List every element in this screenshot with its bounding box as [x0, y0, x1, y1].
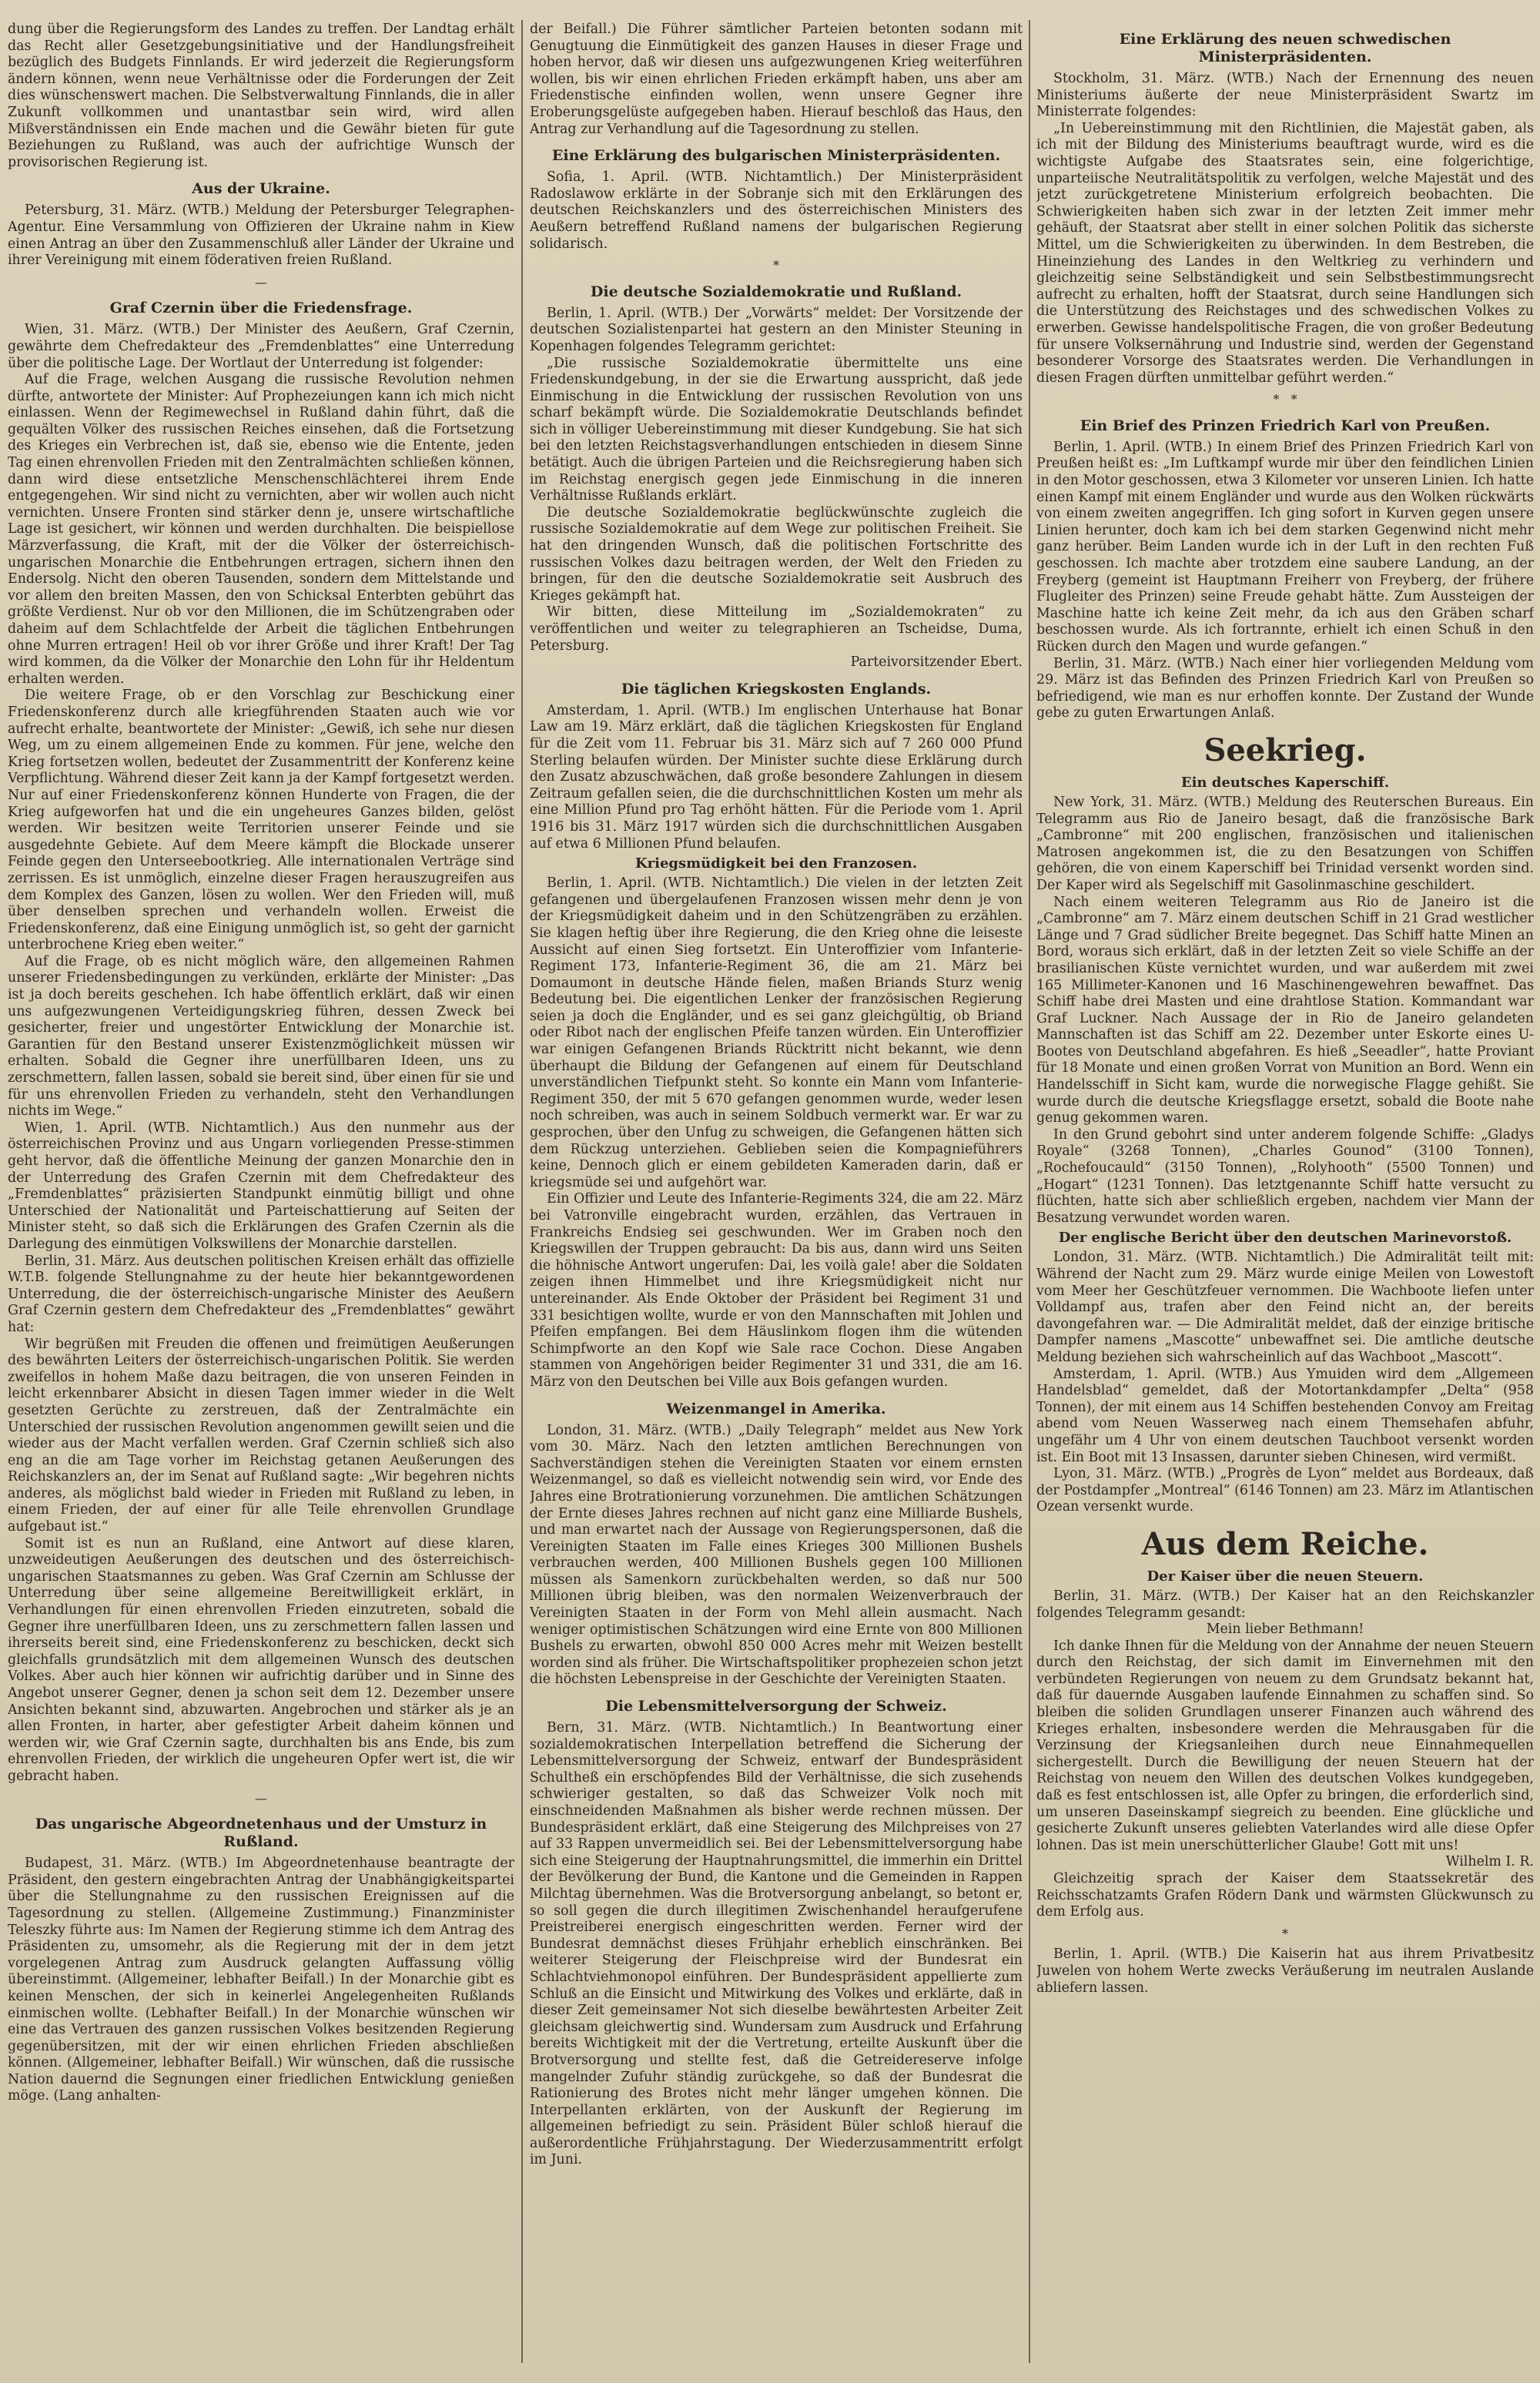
separator: *	[1282, 1926, 1288, 1941]
article-text: Nach einem weiteren Telegramm aus Rio de Janeiro ist die „Cambronne“ am 7. März einem deutschen Schiff in 21 Grad westlicher Länge und 7 Grad südlicher Breite begegnet. Das Schiff hatte Minen an Bord, woraus sich erklärt, daß in der letzten Zeit so viele Schiffe an der brasilianischen Küste vernichtet wurden, und war außerdem mit zwei 165 Millimeter-Kanonen und 16 Maschinengewehren bewaffnet. Das Schiff habe drei Masten und eine drahtlose Station. Kommandant war Graf Luckner. Nach Aussage der in Rio de Janeiro gelandeten Mannschaften ist das Schiff am 22. Dezember unter Eskorte eines U-Bootes von Deutschland abgefahren. Es hieß „Seeadler“, hatte Proviant für 18 Monate und einen großen Vorrat von Munition an Bord. Wenn ein Handelsschiff in Sicht kam, wurde die norwegische Flagge gehißt. Sie wurde durch die deutsche Kriegsflagge ersetzt, sobald die Boote nahe genug gekommen waren.	[1036, 894, 1534, 1126]
article-text: Budapest, 31. März. (WTB.) Im Abgeordnetenhause beantragte der Präsident, den gestern eingebrachten Antrag der Unabhängigkeitspartei über die Stellungnahme zu den russischen Ereignissen auf die Tagesordnung zu stellen. (Allgemeine Zustimmung.) Finanzminister Teleszky führte aus: Im Namen der Regierung stimme ich dem Antrag des Präsidenten zu, umsomehr, als die Regierung mit der in dem jetzt vorgelegenen Antrag zum Ausdruck gelangten Auffassung völlig übereinstimmt. (Allgemeiner, lebhafter Beifall.) In der Monarchie gibt es keinen Menschen, der sich in keinerlei Angelegenheiten Rußlands einmischen wollte. (Lebhafter Beifall.) In der Monarchie wünschen wir eine das Vertrauen des ganzen russischen Volkes besitzenden Regierung gegenübersitzen, mit der wir einen ehrlichen Frieden abschließen können. (Allgemeiner, lebhafter Beifall.) Wir wünschen, daß die russische Nation dauernd die Segnungen einer friedlichen Entwicklung genießen möge. (Lang anhalten-	[8, 1856, 514, 2104]
article-text: Wir begrüßen mit Freuden die offenen und freimütigen Aeußerungen des bewährten Leiters der österreichisch-ungarischen Politik. Sie werden zweifellos in hohem Maße dazu beitragen, die von unseren Feinden in leicht erkennbarer Absicht in diesen Tagen immer wieder in die Welt gesetzten Gerüchte zu zerstreuen, daß der Zentralmächte ein Unterschied der russischen Revolution angenommen gewillt seien und die wieder aus der Macht verfallen werden. Graf Czernin schließ sich also eng an die am Tage vorher im Reichstag getanen Aeußerungen des Reichskanzlers an, der im Senat auf Rußland sagte: „Wir begehren nichts anderes, als möglichst bald wieder in Frieden mit Rußland zu leben, in einem Frieden, der auf einer für alle Teile ehrenvollen Grundlage aufgebaut ist.“	[8, 1336, 514, 1535]
separator: —	[255, 1790, 267, 1806]
headline: Die Lebensmittelversorgung der Schweiz.	[605, 1698, 947, 1715]
headline: Das ungarische Abgeordnetenhaus und der Umsturz in Rußland.	[35, 1816, 487, 1851]
headline: Ein Brief des Prinzen Friedrich Karl von Preußen.	[1080, 417, 1491, 434]
separator: *	[773, 258, 779, 273]
headline: Eine Erklärung des bulgarischen Ministerpräsidenten.	[551, 147, 1001, 165]
separator: —	[255, 274, 267, 290]
section-title: Seekrieg.	[1204, 731, 1367, 768]
article-text: Berlin, 31. März. Aus deutschen politischen Kreisen erhält das offizielle W.T.B. folgende Stellungnahme zu der heute hier bekanntgewordenen Unterredung, die der österreichisch-ungarische Minister des Aeußern Graf Czernin gestern dem Chefredakteur des „Fremdenblattes“ gewährt hat:	[8, 1253, 514, 1335]
article-text: Petersburg, 31. März. (WTB.) Meldung der Petersburger Telegraphen-Agentur. Eine Versammlung von Offizieren der Ukraine nahm in Kiew einen Antrag an über den Zusammenschluß aller Länder der Ukraine und ihrer Vereinigung mit einem föderativen freien Rußland.	[8, 202, 514, 269]
article-text: Amsterdam, 1. April. (WTB.) Aus Ymuiden wird dem „Allgemeen Handelsblad“ gemeldet, daß der Motortankdampfer „Delta“ (958 Tonnen), der mit einem aus 14 Schiffen bestehenden Convoy am Freitag abend vom Neuen Wasserweg nach einem Themsehafen abfuhr, ungefähr um 4 Uhr von einem deutschen Tauchboot versenkt worden ist. Ein Boot mit 13 Insassen, darunter sieben Chinesen, wird vermißt.	[1036, 1366, 1534, 1465]
subheadline: Der englische Bericht über den deutschen Marinevorstoß.	[1058, 1230, 1512, 1247]
headline: Aus der Ukraine.	[192, 180, 330, 198]
article-text: „In Uebereinstimmung mit den Richtlinien, die Majestät gaben, als ich mit der Bildung des Ministeriums beauftragt wurde, wird es die wichtigste Aufgabe des Staatsrates sein, eine folgerichtige, unparteiische Neutralitätspolitik zu verfolgen, welche Majestät und des jetzt zurückgetretene Ministerium erfolgreich beobachten. Die Schwierigkeiten haben sich zwar in der letzten Zeit immer mehr gehäuft, der Staatsrat aber stellt in einer solchen Politik das sicherste Mittel, um die Schwierigkeiten zu überwinden. In dem Bestreben, die Hineinziehung des Landes in den Weltkrieg zu verhindern und gleichzeitig seine Selbständigkeit und sein Selbstbestimmungsrecht aufrecht zu erhalten, hofft der Staatsrat, durch seine Handlungen sich die Unterstützung des Reichstages und des schwedischen Volkes zu erwerben. Gewisse handelspolitische Fragen, die von großer Bedeutung für unsere Volksernährung und Industrie sind, werden der Gegenstand besonderer Vorsorge des Staatsrates werden. Die Verhandlungen in diesen Fragen dürften unmittelbar geführt werden.“	[1036, 120, 1534, 386]
signature: Wilhelm I. R.	[1445, 1854, 1534, 1870]
article-text: Sofia, 1. April. (WTB. Nichtamtlich.) Der Ministerpräsident Radoslawow erklärte in der Sobranje sich mit den Erklärungen des deutschen Reichskanzlers und des österreichischen Ministers des Aeußern betreffend Rußland namens der bulgarischen Regierung solidarisch.	[530, 169, 1023, 252]
article-text: Die weitere Frage, ob er den Vorschlag zur Beschickung einer Friedenskonferenz durch alle kriegführenden Staaten auch wie vor aufrecht erhalte, beantwortete der Minister: „Gewiß, ich sehe nur diesen Weg, um zu einem allgemeinen Ende zu kommen. Für jene, welche den Krieg fortsetzen wollen, bedeutet der Zusammentritt der Konferenz keine Verpflichtung. Während dieser Zeit kann ja der Kampf fortgesetzt werden. Nur auf einer Friedenskonferenz können Hunderte von Fragen, die der Krieg aufgeworfen hat und die ein ungeheures Ganzes bilden, gelöst werden. Wir besitzen weite Territorien unserer Feinde und sie ausgedehnte Gebiete. Auf dem Meere kämpft die Blockade unserer Feinde gegen den Unterseebootkrieg. Alle internationalen Verträge sind zerrissen. Es ist unmöglich, einzelne dieser Fragen herauszugreifen aus dem Komplex des Ganzen, lösen zu wollen. Wer den Frieden will, muß über denselben sprechen und verhandeln wollen. Erweist die Friedenskonferenz, daß eine Einigung unmöglich ist, so geht der garnicht unterbrochene Krieg eben weiter.“	[8, 688, 514, 953]
headline: Die deutsche Sozialdemokratie und Rußland.	[590, 283, 962, 300]
article-text: Auf die Frage, ob es nicht möglich wäre, den allgemeinen Rahmen unserer Friedensbedingungen zu verkünden, erklärte der Minister: „Das ist ja doch bereits geschehen. Ich habe öffentlich erklärt, daß wir einen uns aufgezwungenen Verteidigungskrieg führen, dessen Zweck bei gesicherter, freier und ungestörter Entwicklung der Monarchie ist. Garantien für den Bestand unserer Existenzmöglichkeit müssen wir erhalten. Sobald die Gegner ihre unerfüllbaren Ideen, uns zu zerschmettern, fallen lassen, sobald sie bereit sind, über einen für sie und für uns ehrenvollen Frieden zu verhandeln, steht den Verhandlungen nichts im Wege.“	[8, 953, 514, 1120]
article-text: Wien, 31. März. (WTB.) Der Minister des Aeußern, Graf Czernin, gewährte dem Chefredakteur des „Fremdenblattes“ eine Unterredung über die politische Lage. Der Wortlaut der Unterredung ist folgender:	[8, 322, 514, 371]
article-text: Gleichzeitig sprach der Kaiser dem Staatssekretär des Reichsschatzamts Grafen Rödern Dank und wärmsten Glückwunsch zu dem Erfolg aus.	[1036, 1871, 1534, 1920]
article-text: dung über die Regierungsform des Landes zu treffen. Der Landtag erhält das Recht aller Gesetzgebungsinitiative und der Handlungsfreiheit bezüglich des Budgets Finnlands. Er wird jederzeit die Regierungsform ändern können, wenn neue Verhältnisse oder die Forderungen der Zeit dies wünschenswert machen. Die Selbstverwaltung Finnlands, die in aller Zukunft vollkommen und unantastbar sein wird, wird allen Mißverständnissen ein Ende machen und die Gewähr bieten für gute Beziehungen zu Rußland, was auch der aufrichtige Wunsch der provisorischen Regierung ist.	[8, 22, 514, 170]
article-text: Stockholm, 31. März. (WTB.) Nach der Ernennung des neuen Ministeriums äußerte der neue Ministerpräsident Swartz im Ministerrate folgendes:	[1036, 71, 1534, 120]
headline: Weizenmangel in Amerika.	[666, 1400, 886, 1417]
article-text: Berlin, 1. April. (WTB.) Der „Vorwärts“ meldet: Der Vorsitzende der deutschen Sozialistenpartei hat gestern an den Minister Steuning in Kopenhagen folgendes Telegramm gerichtet:	[530, 305, 1023, 354]
article-text: Ich danke Ihnen für die Meldung von der Annahme der neuen Steuern durch den Reichstag, der sich damit im Einvernehmen mit den verbündeten Regierungen von neuem zu dem Grundsatz bekannt hat, daß für dauernde Ausgaben laufende Einnahmen zu schaffen sind. So bleiben die soliden Grundlagen unserer Finanzen auch während des Krieges erhalten, insbesondere werden die Mehrausgaben für die Verzinsung der Kriegsanleihen durch neue Einnahmequellen sichergestellt. Durch die Bewilligung der neuen Steuern hat der Reichstag von neuem den Willen des deutschen Volkes kundgegeben, daß es fest entschlossen ist, alle Opfer zu bringen, die erforderlich sind, um unseren Daseinskampf siegreich zu beenden. Eine glückliche und gesicherte Zukunft unseres geliebten Vaterlandes wird alle diese Opfer lohnen. Das ist mein unerschütterlicher Glaube! Gott mit uns!	[1036, 1638, 1534, 1853]
article-text: Wien, 1. April. (WTB. Nichtamtlich.) Aus den nunmehr aus der österreichischen Provinz und aus Ungarn vorliegenden Presse-stimmen geht hervor, daß die öffentliche Meinung der ganzen Monarchie den in der Unterredung des Grafen Czernin mit dem Chefredakteur des „Fremdenblattes“ präzisierten Standpunkt einmütig billigt und ohne Unterschied der Nationalität und Parteischattierung auf Seiten der Minister steht, so daß sich die Erklärungen des Grafen Czernin als die Darlegung des einmütigen Volkswillens der Monarchie darstellen.	[8, 1120, 514, 1252]
headline: Eine Erklärung des neuen schwedischen Ministerpräsidenten.	[1119, 31, 1451, 65]
subheadline: Ein deutsches Kaperschiff.	[1180, 774, 1390, 791]
article-text: Berlin, 1. April. (WTB.) Die Kaiserin hat aus ihrem Privatbesitz Juwelen von hohem Werte zwecks Veräußerung im neutralen Auslande abliefern lassen.	[1036, 1946, 1534, 1996]
article-text: Bern, 31. März. (WTB. Nichtamtlich.) In Beantwortung einer sozialdemokratischen Interpellation betreffend die Sicherung der Lebensmittelversorgung der Schweiz, entwarf der Bundespräsident Schultheß ein erschöpfendes Bild der Verhältnisse, die sich zusehends schwieriger gestalten, so daß das Schweizer Volk noch mit einschneidenden Maßnahmen als bisher werde rechnen müssen. Der Bundespräsident erklärt, daß eine Steigerung des Milchpreises von 27 auf 33 Rappen unvermeidlich sei. Bei der Lebensmittelversorgung habe sich eine Steigerung der Hauptnahrungsmittel, die immerhin ein Drittel der Bevölkerung der Bund, die Kantone und die Gemeinden in Rappen Milchtag übernehmen. Was die Brotversorgung anbelangt, so betont er, so soll gegen die durch illegitimen Zwischenhandel heraufgerufene Preistreiberei energisch eingeschritten werden. Ferner wird der Bundesrat demnächst dieses Frühjahr erheblich einschränken. Bei weiterer Steigerung der Fleischpreise wird der Bundesrat ein Schlachtviehmonopol einführen. Der Bundespräsident appellierte zum Schluß an die Einsicht und Mitwirkung des Volkes und erklärte, daß in dieser Zeit gemeinsamer Not sich dieselbe bewährtesten Arbeiter Zeit gleichsam gleichwertig sind. Wundersam zum Ausdruck und Erfahrung bereits Wichtigkeit mit der die Vertretung, erteilte Auskunft über die Brotversorgung und stellte fest, daß die Getreidereserve infolge mangelnder Zufuhr ständig zurückgehe, so daß der Bundesrat die Rationierung des Brotes nicht mehr länger umgehen können. Die Interpellanten erklärten, von der Auskunft der Regierung im allgemeinen befriedigt zu sein. Präsident Büler schloß hierauf die außerordentliche Frühjahrstagung. Der Wiederzusammentritt erfolgt im Juni.	[530, 1720, 1023, 2168]
article-text: Berlin, 1. April. (WTB. Nichtamtlich.) Die vielen in der letzten Zeit gefangenen und übergelaufenen Franzosen wissen mehr denn je von der Kriegsmüdigkeit daheim und in den Schützengräben zu erzählen. Sie klagen heftig über ihre Regierung, die den Krieg ohne die leiseste Aussicht auf einen Sieg fortsetzt. Ein Unteroffizier vom Infanterie-Regiment 173, Infanterie-Regiment 36, die am 21. März bei Domaumont in deutsche Hände fielen, maßen Briands Sturz wenig Bedeutung bei. Die eigentlichen Lenker der französischen Regierung seien ja doch die Engländer, und es sei ganz gleichgültig, ob Briand oder Ribot nach der englischen Pfeife tanzen würden. Ein Unteroffizier war einigen Gefangenen Briands Rücktritt nicht bekannt, wie denn überhaupt die Bildung der Gefangenen auf einem für Deutschland unverständlichen Tiefpunkt steht. So konnte ein Mann vom Infanterie-Regiment 350, der mit 5 670 gefangen genommen wurde, weder lesen noch schreiben, was auch in seinem Soldbuch vermerkt war. Er war zu gesprochen, über den Unfug zu schweigen, die Gefangenen hätten sich dem Rückzug unterziehen. Geblieben seien die Kompagnieführers keine, Dennoch glich er einem gebildeten Kameraden darin, daß er kriegsmüde sei und aufgehört war.	[530, 875, 1023, 1190]
subheadline: Kriegsmüdigkeit bei den Franzosen.	[634, 855, 918, 872]
article-text: „Die russische Sozialdemokratie übermittelte uns eine Friedenskundgebung, in der sie die Erwartung ausspricht, daß jede Einmischung in die Entwicklung der russischen Revolution von uns scharf bekämpft würde. Die Sozialdemokratie Deutschlands befindet sich in völliger Uebereinstimmung mit dieser Kundgebung. Sie hat sich bei den letzten Reichstagsverhandlungen entschieden in diesem Sinne betätigt. Auch die übrigen Parteien und die Reichsregierung haben sich im Reichstag energisch gegen jede Einmischung in die inneren Verhältnisse Rußlands erklärt.	[530, 355, 1023, 504]
article-text: Ein Offizier und Leute des Infanterie-Regiments 324, die am 22. März bei Vatronville eingebracht wurden, erzählen, das Vertrauen in Frankreichs Endsieg sei geschwunden. Wer im Graben noch den Kriegswillen der Truppen gebraucht: Da bis aus, dann wird uns Seiten die höhnische Antwort ungerufen: Dai, les voilà gale! aber die Soldaten zeigen ihnen Himmelbet und ihre Kriegsmüdigkeit nicht nur untereinander. Als Ende Oktober der Präsident bei Regiment 31 und 331 besichtigen wollte, wurde er von den Mannschaften mit Johlen und Pfeifen empfangen. Bei dem Häuslinkom flogen ihm die wütenden Schimpfworte an den Kopf wie Sale race Cochon. Diese Angaben stammen von Angehörigen beider Regimenter 31 und 331, die am 16. März von den Deutschen bei Ville aux Bois gefangen wurden.	[530, 1191, 1023, 1390]
article-text: Auf die Frage, welchen Ausgang die russische Revolution nehmen dürfte, antwortete der Minister: Auf Prophezeiungen kann ich mich nicht einlassen. Wenn der Regimewechsel in Rußland dahin führt, daß die gequälten Völker des russischen Reiches einsehen, daß die Fortsetzung des Krieges ein Verbrechen ist, daß sie, ebenso wie die Entente, jeden Tag einen ehrenvollen Frieden mit den Zentralmächten schließen können, dann wird diese entsetzliche Menschenschlächterei ihrem Ende entgegengehen. Wir sind nicht zu vernichten, aber wir wollen auch nicht vernichten. Unsere Fronten sind stärker denn je, unsere wirtschaftliche Lage ist gesichert, wir können und werden durchhalten. Die beispiellose Märzverfassung, die Kraft, mit der die Völker der österreichisch-ungarischen Monarchie die Entbehrungen ertragen, sichern ihnen den Endersolg. Nicht den oberen Tausenden, sondern dem Mittelstande und vor allem den breiten Massen, den von Schicksal Enterbten gebührt das größte Verdienst. Nur ob vor den Millionen, die im Schützengraben oder daheim auf dem Schlachtfelde der Arbeit die täglichen Entbehrungen ohne Murren ertragen! Heil ob vor ihrer Größe und ihrer Kraft! Der Tag wird kommen, da die Völker der Monarchie den Lohn für ihr Heldentum erhalten werden.	[8, 372, 514, 687]
article-text: London, 31. März. (WTB. Nichtamtlich.) Die Admiralität teilt mit: Während der Nacht zum 29. März wurde einige Meilen von Lowestoft vom Meer her Geschützfeuer vernommen. Die Wachboote liefen unter Volldampf aus, trafen aber den Feind nicht an, der bereits davongefahren war. — Die Admiralität meldet, daß der einzige britische Dampfer namens „Mascotte“ unbewaffnet sei. Die amtliche deutsche Meldung beziehen sich wahrscheinlich auf das Wachboot „Mascott“.	[1036, 1250, 1534, 1365]
article-text: Berlin, 1. April. (WTB.) In einem Brief des Prinzen Friedrich Karl von Preußen heißt es: „Im Luftkampf wurde mir über den feindlichen Linien in den Motor geschossen, etwa 3 Kilometer vor unseren Linien. Ich hatte einen Kampf mit einem Engländer und wurde aus den Wolken rückwärts von einem zweiten angegriffen. Ich ging sofort in Kurven gegen unsere Linien herunter, doch kam ich bei dem starken Gegenwind nicht mehr ganz herüber. Beim Landen wurde ich in der Luft in den rechten Fuß geschossen. Ich machte aber trotzdem eine saubere Landung, an der Freyberg (gemeint ist Hauptmann Freiherr von Freyberg, der frühere Flugleiter des Prinzen) seine Freude gehabt hätte. Zum Aussteigen der Maschine hatte ich keine Zeit mehr, da ich aus den Gräben scharf beschossen wurde. Als ich fortrannte, erhielt ich einen Schuß in den Rücken durch den Magen und wurde gefangen.“	[1036, 439, 1534, 654]
article-text: Lyon, 31. März. (WTB.) „Progrès de Lyon“ meldet aus Bordeaux, daß der Postdampfer „Montreal“ (6146 Tonnen) am 23. März im Atlantischen Ozean versenkt wurde.	[1036, 1466, 1534, 1515]
article-text: Amsterdam, 1. April. (WTB.) Im englischen Unterhause hat Bonar Law am 19. März erklärt, daß die täglichen Kriegskosten für England für die Zeit vom 11. Februar bis 31. März sich auf 7 260 000 Pfund Sterling belaufen würden. Der Minister suchte diese Erklärung durch den Zusatz abzuschwächen, daß große besondere Zahlungen in diesem Zeitraum gefallen seien, die die durchschnittlichen Kosten um mehr als eine Million Pfund pro Tag erhöht hätten. Für die Periode vom 1. April 1916 bis 31. März 1917 würden sich die durchschnittlichen Ausgaben auf etwa 6 Millionen Pfund belaufen.	[530, 702, 1023, 852]
article-text: Berlin, 31. März. (WTB.) Nach einer hier vorliegenden Meldung vom 29. März ist das Befinden des Prinzen Friedrich Karl von Preußen so befriedigend, wie man es nur erhoffen konnte. Der Zustand der Wunde gebe zu guten Erwartungen Anlaß.	[1036, 655, 1534, 721]
signature: Parteivorsitzender Ebert.	[850, 654, 1023, 671]
article-text: der Beifall.) Die Führer sämtlicher Parteien betonten sodann mit Genugtuung die Einmütigkeit des ganzen Hauses in dieser Frage und hoben hervor, daß wir diesen uns aufgezwungenen Krieg weiterführen wollen, bis wir einen ehrlichen Frieden erkämpft haben, uns aber am Friedenstische einfinden wollen, wenn unsere Gegner ihre Eroberungsgelüste aufgegeben haben. Hierauf beschloß das Haus, den Antrag zur Verhandlung auf die Tagesordnung zu stellen.	[530, 22, 1023, 137]
column-2	[530, 22, 1023, 2368]
article-text: London, 31. März. (WTB.) „Daily Telegraph“ meldet aus New York vom 30. März. Nach den letzten amtlichen Berechnungen von Sachverständigen stehen die Vereinigten Staaten vor einem ernsten Weizenmangel, so daß es vielleicht notwendig sein wird, vor Ende des Jahres eine Brotrationierung vorzunehmen. Die amtlichen Schätzungen der Ernte dieses Jahres rechnen auf nicht ganz eine Milliarde Bushels, und man erwartet nach der Aussage von Regierungspersonen, daß die Vereinigten Staaten im Falle eines Krieges 300 Millionen Bushels verbrauchen werden, 400 Millionen Bushels gegen 100 Millionen müssen als Samenkorn zurückbehalten werden, so daß nur 500 Millionen übrig bleiben, was den normalen Weizenverbrauch der Vereinigten Staaten in der Form von Mehl allein ausmacht. Nach weniger optimistischen Schätzungen wird eine Ernte von 800 Millionen Bushels zu erwarten, obwohl 850 000 Acres mehr mit Weizen bestellt worden sind als früher. Die Wirtschaftspolitiker prophezeien schon jetzt die höchsten Lebenspreise in der Geschichte der Vereinigten Staaten.	[530, 1422, 1023, 1688]
article-text: Somit ist es nun an Rußland, eine Antwort auf diese klaren, unzweideutigen Aeußerungen des deutschen und des österreichisch-ungarischen Staatsmannes zu geben. Was Graf Czernin am Schlusse der Unterredung über seine allgemeine Bereitwilligkeit erklärt, in Verhandlungen für einen ehrenvollen Frieden einzutreten, sobald die Gegner ihre unerfüllbaren Ideen, uns zu zerschmettern fallen lassen und ihrerseits bereit sind, eine Friedenskonferenz zu beschicken, deckt sich gleichfalls grundsätzlich mit dem allgemeinen Wunsch des deutschen Volkes. Aber auch hier können wir aufrichtig darüber und in Sinne des Angebot unserer Gegner, denen ja schon seit dem 12. Dezember unsere Ansichten bekannt sind, abzuwarten. Angebrochen und stärker als je an allen Fronten, in harter, aber gefestigter Arbeit daheim können und werden wir, wie Graf Czernin sagte, durchhalten bis ans Ende, bis zum ehrenvollen Frieden, der wirklich die ungeheuren Opfer wert ist, die wir gebracht haben.	[8, 1535, 514, 1784]
salutation: Mein lieber Bethmann!	[1206, 1622, 1364, 1638]
article-text: Wir bitten, diese Mitteilung im „Sozialdemokraten“ zu veröffentlichen und weiter zu telegraphieren an Tscheidse, Duma, Petersburg.	[530, 604, 1023, 654]
headline: Graf Czernin über die Friedensfrage.	[109, 300, 413, 317]
headline: Die täglichen Kriegskosten Englands.	[621, 680, 932, 698]
column-rule	[521, 20, 523, 2363]
article-text: In den Grund gebohrt sind unter anderem folgende Schiffe: „Gladys Royale“ (3268 Tonnen), „Charles Gounod“ (3100 Tonnen), „Rochefoucauld“ (3150 Tonnen), „Rolyhooth“ (5500 Tonnen) und „Hogart“ (1231 Tonnen). Das letztgenannte Schiff hatte versucht zu flüchten, hatte sich aber schließlich ergeben, nachdem vier Mann der Besatzung verwundet worden waren.	[1036, 1126, 1534, 1226]
separator: * *	[1273, 392, 1297, 407]
article-text: New York, 31. März. (WTB.) Meldung des Reuterschen Bureaus. Ein Telegramm aus Rio de Janeiro besagt, daß die französische Bark „Cambronne“ mit 200 englischen, französischen und italienischen Matrosen angekommen ist, die zu den Besatzungen von Schiffen gehören, die von einem Kaperschiff bei Trinidad versenkt worden sind. Der Kaper wird als Segelschiff mit Gasolinmaschine geschildert.	[1036, 794, 1534, 893]
column-rule	[1029, 20, 1030, 2363]
section-title: Aus dem Reiche.	[1141, 1525, 1429, 1562]
article-text: Die deutsche Sozialdemokratie beglückwünschte zugleich die russische Sozialdemokratie auf dem Wege zur politischen Freiheit. Sie hat den dringenden Wunsch, daß die politischen Fortschritte des russischen Volkes dazu beitragen werden, der Welt den Frieden zu bringen, für den die deutsche Sozialdemokratie seit Ausbruch des Krieges gekämpft hat.	[530, 504, 1023, 604]
column-3	[1036, 22, 1534, 2368]
column-1	[8, 22, 514, 2368]
article-text: Berlin, 31. März. (WTB.) Der Kaiser hat an den Reichskanzler folgendes Telegramm gesandt:	[1036, 1588, 1534, 1621]
subheadline: Der Kaiser über die neuen Steuern.	[1147, 1568, 1424, 1585]
